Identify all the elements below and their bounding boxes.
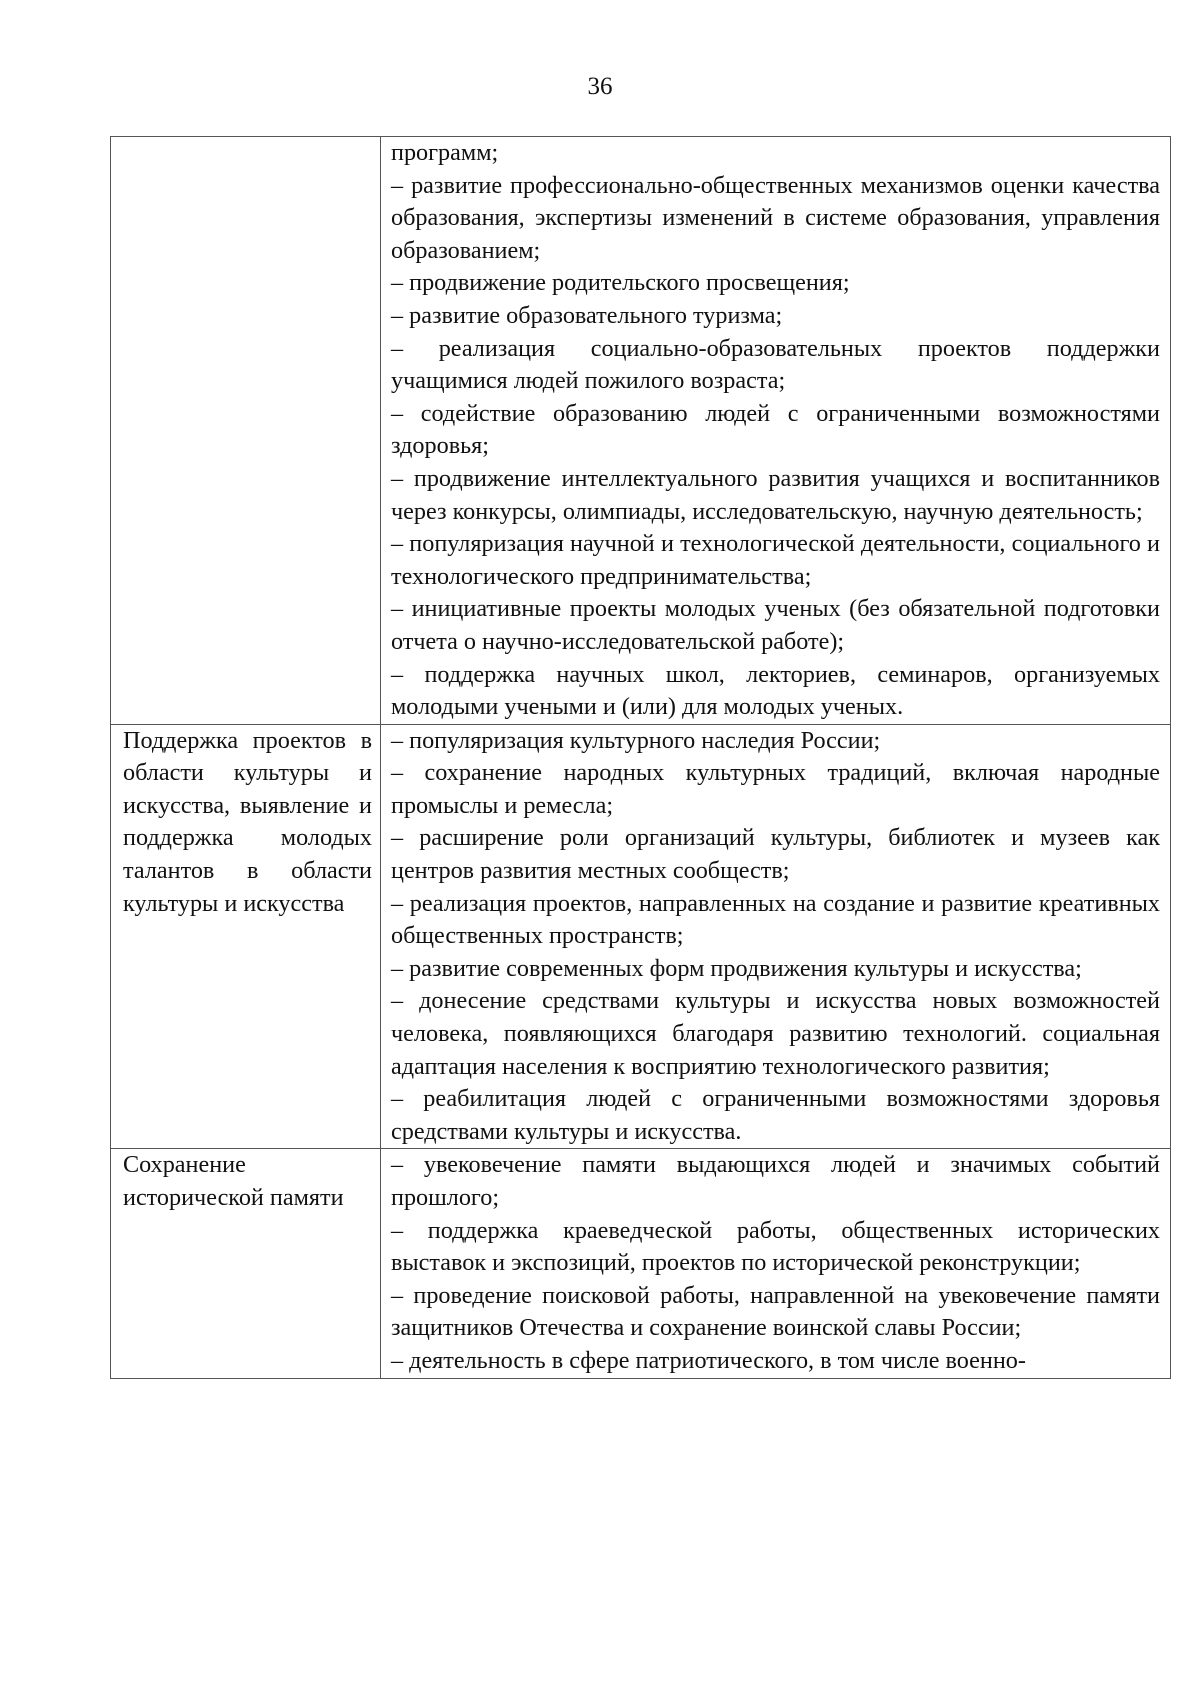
grant-areas-table xyxy=(110,136,1171,1379)
list-item: – проведение поисковой работы, направленной на увековечение памяти защитников Отечества и сохранение воинской славы России; xyxy=(391,1281,1160,1342)
area-cell xyxy=(111,137,381,725)
area-cell xyxy=(111,1149,381,1378)
page-number: 36 xyxy=(587,73,613,100)
list-item: – развитие современных форм продвижения культуры и искусства; xyxy=(391,954,1082,982)
list-item: – поддержка научных школ, лекториев, семинаров, организуемых молодыми учеными и (или) для молодых ученых. xyxy=(391,660,1160,721)
list-item: – продвижение интеллектуального развития учащихся и воспитанников через конкурсы, олимпиады, исследовательскую, научную деятельность; xyxy=(391,464,1160,525)
list-item: – развитие профессионально-общественных механизмов оценки качества образования, экспертизы изменений в системе образования, управления образованием; xyxy=(391,171,1160,264)
list-item: – реализация социально-образовательных проектов поддержки учащимися людей пожилого возраста; xyxy=(391,334,1160,395)
table-row xyxy=(111,1149,1171,1378)
list-item: – продвижение родительского просвещения; xyxy=(391,269,850,297)
list-item: – популяризация научной и технологической деятельности, социального и технологического предпринимательства; xyxy=(391,530,1160,590)
area-cell xyxy=(111,724,381,1149)
area-title: Поддержка проектов в области культуры и искусства, выявление и поддержка молодых талантов в области культуры и искусства xyxy=(123,726,372,917)
directions-cell xyxy=(381,137,1171,725)
directions-cell xyxy=(381,1149,1171,1378)
list-item: программ; xyxy=(391,139,499,166)
list-item: – поддержка краеведческой работы, общественных исторических выставок и экспозиций, проектов по исторической реконструкции; xyxy=(391,1216,1160,1277)
list-item: – популяризация культурного наследия России; xyxy=(391,726,881,754)
area-title: Сохранение исторической памяти xyxy=(123,1151,344,1211)
list-item: – донесение средствами культуры и искусства новых возможностей человека, появляющихся благодаря развитию технологий. социальная адаптация населения к восприятию технологического развития; xyxy=(391,987,1160,1080)
list-item: – сохранение народных культурных традиций, включая народные промыслы и ремесла; xyxy=(391,759,1160,819)
list-item: – содействие образованию людей с ограниченными возможностями здоровья; xyxy=(391,399,1160,460)
list-item: – инициативные проекты молодых ученых (без обязательной подготовки отчета о научно-исследовательской работе); xyxy=(391,595,1160,655)
list-item: – увековечение памяти выдающихся людей и значимых событий прошлого; xyxy=(391,1151,1160,1211)
list-item: – деятельность в сфере патриотического, в том числе военно- xyxy=(391,1346,1026,1374)
list-item: – реабилитация людей с ограниченными возможностями здоровья средствами культуры и искусства. xyxy=(391,1085,1160,1145)
table-row xyxy=(111,137,1171,725)
list-item: – реализация проектов, направленных на создание и развитие креативных общественных пространств; xyxy=(391,889,1160,950)
list-item: – расширение роли организаций культуры, библиотек и музеев как центров развития местных сообществ; xyxy=(391,824,1160,885)
directions-cell xyxy=(381,724,1171,1149)
list-item: – развитие образовательного туризма; xyxy=(391,301,783,329)
table-row xyxy=(111,724,1171,1149)
